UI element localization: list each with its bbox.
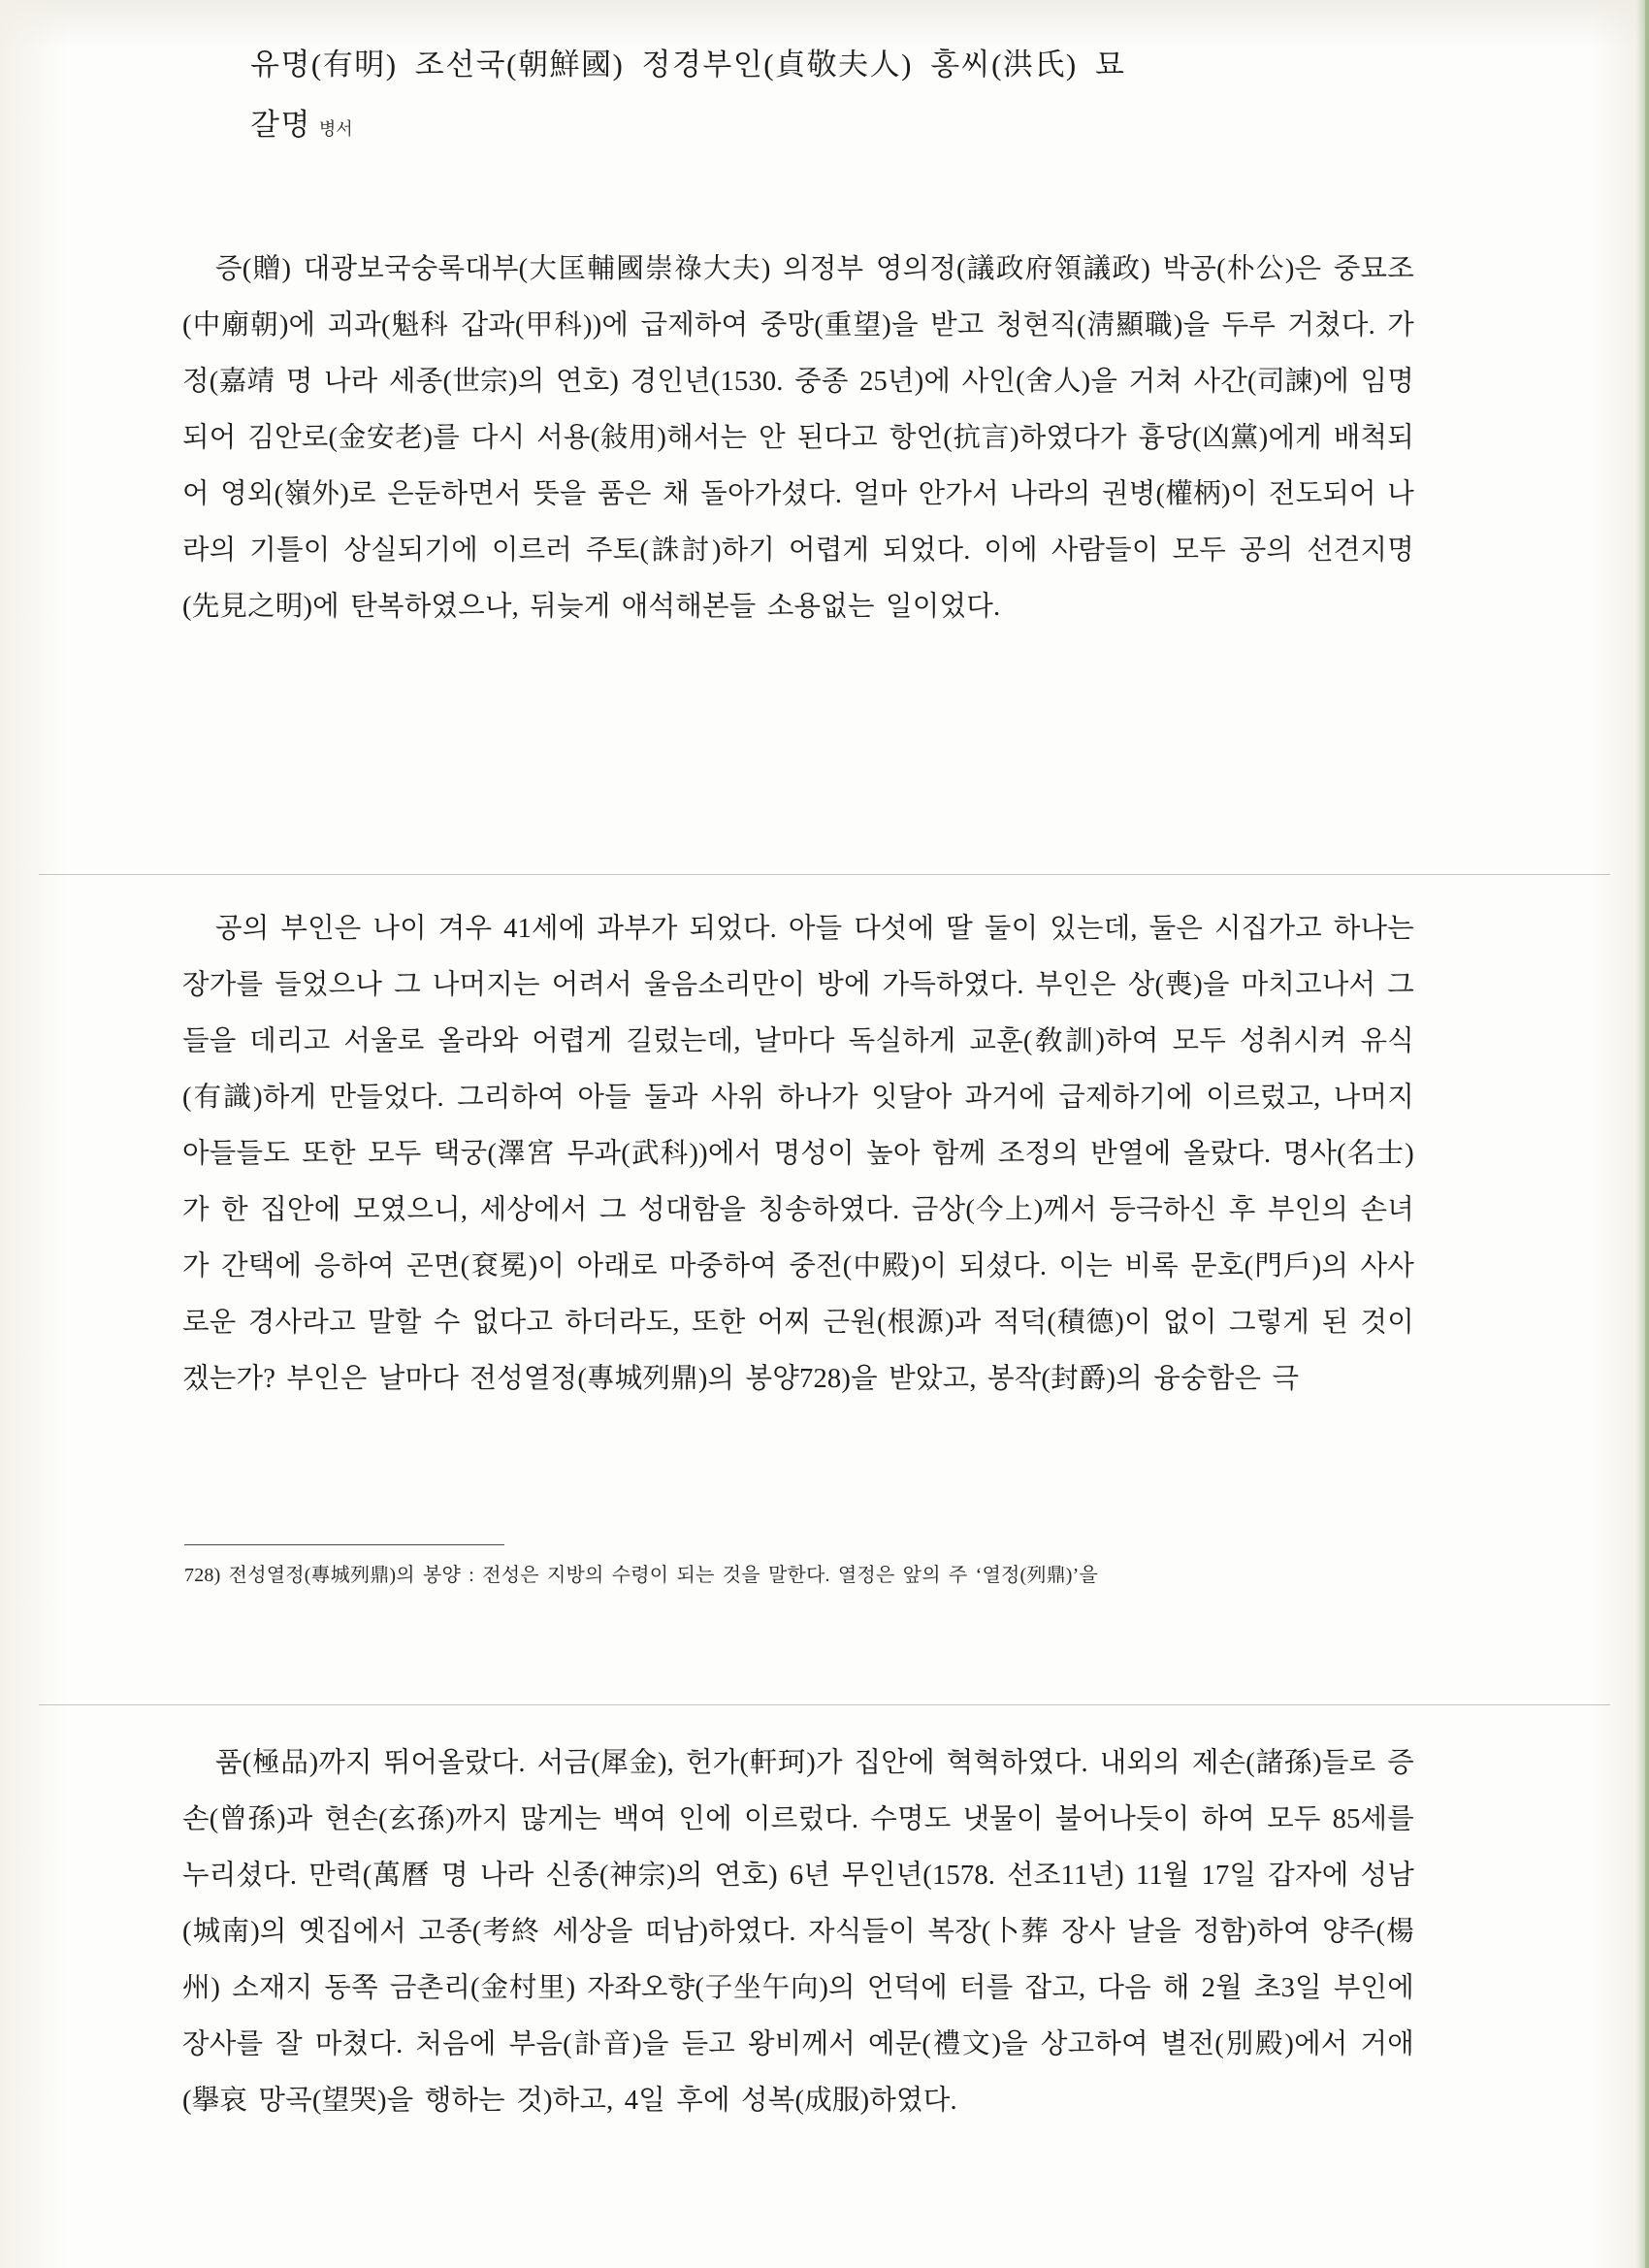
paragraph-1: 증(贈) 대광보국숭록대부(大匡輔國崇祿大夫) 의정부 영의정(議政府領議政) 박공(朴公)은 중묘조(中廟朝)에 괴과(魁科 갑과(甲科))에 급제하여 중망(重望)을 받고 청현직(淸顯職)을 두루 거쳤다. 가정(嘉靖 명 나라 세종(世宗)의 연호) 경인년(1530. 중종 25년)에 사인(舍人)을 거쳐 사간(司諫)에 임명되어 김안로(金安老)를 다시 서용(敍用)해서는 안 된다고 항언(抗言)하였다가 흉당(凶黨)에게 배척되어 영외(嶺外)로 은둔하면서 뜻을 품은 채 돌아가셨다. 얼마 안가서 나라의 권병(權柄)이 전도되어 나라의 기틀이 상실되기에 이르러 주토(誅討)하기 어렵게 되었다. 이에 사람들이 모두 공의 선견지명(先見之明)에 탄복하였으나, 뒤늦게 애석해본들 소용없는 일이었다. bbox=[182, 253, 1414, 622]
footnote-number: 728) bbox=[184, 1565, 221, 1586]
body-section-3 bbox=[182, 1707, 1414, 2156]
title-line-2 bbox=[250, 95, 1414, 159]
title-line-1: 유명(有明) 조선국(朝鮮國) 정경부인(貞敬夫人) 홍씨(洪氏) 묘 bbox=[250, 48, 1126, 81]
title-suffix: 병서 bbox=[318, 119, 353, 139]
body-section-2 bbox=[182, 873, 1414, 1435]
body-section-1 bbox=[182, 213, 1414, 663]
paragraph-3: 품(極品)까지 뛰어올랐다. 서금(犀金), 헌가(軒珂)가 집안에 혁혁하였다. 내외의 제손(諸孫)들로 증손(曾孫)과 현손(玄孫)까지 많게는 백여 인에 이르렀다. 수명도 냇물이 불어나듯이 하여 모두 85세를 누리셨다. 만력(萬曆 명 나라 신종(神宗)의 연호) 6년 무인년(1578. 선조11년) 11월 17일 갑자에 성남(城南)의 옛집에서 고종(考終 세상을 떠남)하였다. 자식들이 복장(卜葬 장사 날을 정함)하여 양주(楊州) 소재지 동쪽 금촌리(金村里) 자좌오향(子坐午向)의 언덕에 터를 잡고, 다음 해 2월 초3일 부인에 장사를 잘 마쳤다. 처음에 부음(訃音)을 듣고 왕비께서 예문(禮文)을 상고하여 별전(別殿)에서 거애(擧哀 망곡(望哭)을 행하는 것)하고, 4일 후에 성복(成服)하였다. bbox=[182, 1747, 1414, 2116]
paragraph-2: 공의 부인은 나이 겨우 41세에 과부가 되었다. 아들 다섯에 딸 둘이 있는데, 둘은 시집가고 하나는 장가를 들었으나 그 나머지는 어려서 울음소리만이 방에 가득하였다. 부인은 상(喪)을 마치고나서 그들을 데리고 서울로 올라와 어렵게 길렀는데, 날마다 독실하게 교훈(敎訓)하여 모두 성취시켜 유식(有識)하게 만들었다. 그리하여 아들 둘과 사위 하나가 잇달아 과거에 급제하기에 이르렀고, 나머지 아들들도 또한 모두 택궁(澤宮 무과(武科))에서 명성이 높아 함께 조정의 반열에 올랐다. 명사(名士)가 한 집안에 모였으니, 세상에서 그 성대함을 칭송하였다. 금상(今上)께서 등극하신 후 부인의 손녀가 간택에 응하여 곤면(袞冕)이 아래로 마중하여 중전(中殿)이 되셨다. 이는 비록 문호(門戶)의 사사로운 경사라고 말할 수 없다고 하더라도, 또한 어찌 근원(根源)과 적덕(積德)이 없이 그렇게 된 것이겠는가? 부인은 날마다 전성열정(專城列鼎)의 봉양728)을 받았고, 봉작(封爵)의 융숭함은 극 bbox=[182, 913, 1414, 1394]
scan-edge-line bbox=[1645, 0, 1649, 2268]
footnote-separator bbox=[184, 1544, 504, 1545]
page-fold-line-2 bbox=[39, 1704, 1610, 1705]
document-title bbox=[250, 35, 1414, 159]
footnote-text: 전성열정(專城列鼎)의 봉양 : 전성은 지방의 수령이 되는 것을 말한다. 열정은 앞의 주 ‘열정(列鼎)’을 bbox=[228, 1565, 1099, 1586]
footnote-block bbox=[184, 1558, 1416, 1593]
title-line-2-text: 갈명 bbox=[250, 108, 311, 142]
